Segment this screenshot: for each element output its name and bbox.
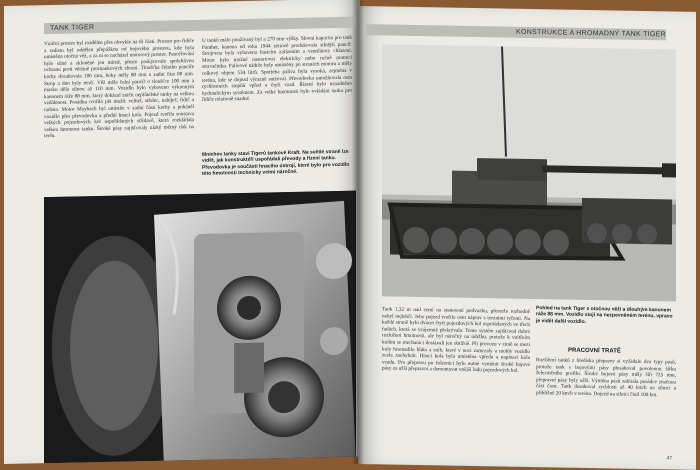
- right-text-column-2: Rozšíření tanků z hlediska přepravy si vyžádalo dva typy pásů, protože tank s bojovými pásy přesahoval povolenou šířku železničního profilu. Široké bojové pásy měly šíři 725 mm, přepravní pásy byly užší. Výměna pásů zabírala posádce značnou část času. Tank dosahoval rychlosti až 40 km/h na silnici a přibližně 20 km/h v terénu. Dojezd na silnici činil 100 km.: [536, 357, 676, 399]
- page-number: 47: [666, 455, 672, 462]
- left-text-column-2: U tanků málo používaný byl a 270 mm výšky. Slovní kapacita pro tank Panther, kanona od roku 1944 sériově produkovala silnější pancíř. Strojovna byla vybavena hasicím zařízením a ventilátory chlazení. Motor bylo možné nastartovat elektricky nebo ručně pomocí setrvačníku. Palivové nádrže byly umístěny po stranách motoru a měly celkový objem 534 litrů. Spotřeba paliva byla vysoká, zejména v terénu, kde se dojezd výrazně snižoval. Převodovka umožňovala osm rychlostních stupňů vpřed a čtyři vzad. Řízení bylo usnadněno hydraulickým systémem. Za velké hmotnosti bylo ovládání tanku pro řidiče relativně snadné.: [202, 34, 352, 104]
- right-subheading: PRACOVNÍ TRATĚ: [568, 347, 621, 355]
- tiger-tank-illustration: [382, 44, 676, 301]
- left-running-header: TANK TIGER: [50, 24, 95, 33]
- left-page: [4, 0, 360, 464]
- left-photo-caption: Mnichov tanky staví Tigerů tankové Kraft. Na světlé straně lze vidět, jak konstruktéři uspořádali převody a řízení tanku. Převodovka je součástí hnacího ústrojí, které bylo pro vozidlo této hmotnosti technicky velmi náročné.: [202, 148, 350, 178]
- gearbox-illustration: [44, 191, 356, 464]
- left-text-column-1: Vnitřní prostor byl rozdělen přes obvykle na tři části. Prostor pro řidiče a radistu byl oddělen přepážkou od bojového prostoru, kde byla umístěna otočná věž, a za ní se nacházel motorový prostor. Pancéřování bylo silné a skloněné jen mírně, přesto poskytovalo spolehlivou ochranu proti většině protitankových zbraní. Tloušťka čelního pancíře korby dosahovala 100 mm, boky měly 80 mm a zadní část 80 mm. Strop a dno byly tenčí. Věž měla čelní pancíř o tloušťce 100 mm a masku děla silnou až 110 mm. Vozidlo bylo vybaveno výkonným kanonem ráže 88 mm, který dokázal zničit nepřátelské tanky na velkou vzdálenost. Posádku tvořilo pět mužů: velitel, střelec, nabíječ, řidič a radista. Motor Maybach byl umístěn v zadní části korby a poháněl vozidlo přes převodovku a přední hnací kola. Pojezd tvořila soustava velkých pojezdových kol uspořádaných střídavě, která rozkládala velkou hmotnost tanku. Široké pásy zajišťovaly nízký měrný tlak na terén.: [44, 38, 194, 140]
- right-page: [358, 6, 696, 470]
- tiger-tank-photo: [382, 44, 676, 301]
- right-running-header: KONSTRUKCE A HROMADNÝ TANK TIGER: [515, 28, 666, 39]
- right-photo-caption: Pohled na tank Tiger s otočnou věží a dlouhým kanonem ráže 88 mm. Vozidlo stojí na nezpevněném terénu, vpravo je vidět další vozidlo.: [536, 305, 673, 325]
- book-gutter: [352, 0, 364, 464]
- right-text-column-1: Tank 1,32 m nad zemí na stanovení podvozku, přestože rozhodně nebyl nejlehčí. Jeho pojezd tvořilo osm náprav s torzními tyčemi. Na každé straně bylo dvacet čtyři pojezdových kol uspořádaných ve třech řadách, která se vzájemně překrývala. Tento systém zajišťoval dobré rozložení hmotnosti, ale byl náročný na údržbu, protože k vnitřním kolům se mechanici dostávali jen obtížně. Při provozu v zimě se mezi koly hromadilo bláto a sníh, které v noci zamrzaly a mohly vozidlo zcela znehybnit. Hnací kola byla umístěna vpředu a napínací kola vzadu. Pro přepravu po železnici bylo nutné vyměnit široké bojové pásy za užší přepravní a demontovat vnější řadu pojezdových kol.: [382, 306, 530, 375]
- gearbox-photo: [44, 191, 356, 464]
